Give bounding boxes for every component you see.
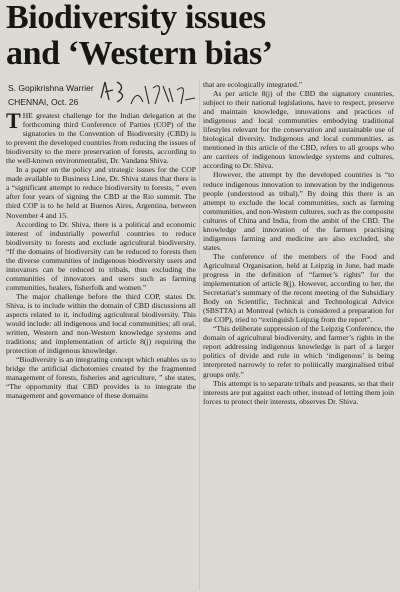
article-column-2 (203, 80, 394, 406)
headline-line-1: Biodiversity issues (6, 0, 266, 36)
paragraph: The conference of the members of the Food and Agricultural Organisation, held at Leipzig in June, had made progress in the definition of “farmer’s rights” for the implementation of article 8(j). However, according to her, the Secretariat’s summary of the recent meeting of the Subsidiary Body on Scientific, Technical and Technological Advice (SBSTTA) at Montreal (which is considered a preparation for the COP), tried to “extinguish Leipzig from the report”. (203, 251, 394, 325)
paragraph: “Biodiversity is an integrating concept which enables us to bridge the artificial dichotomies created by the fragmented management of forests, fisheries and agriculture, ” she states, “The opportunity that CBD provides is to integrate the management and governance of these domains (6, 355, 196, 401)
dateline: CHENNAI, Oct. 26 (8, 97, 79, 107)
headline-line-2: and ‘Western bias’ (6, 35, 273, 72)
paragraph: As per article 8(j) of the CBD the signatory countries, subject to their national legislations, have to respect, preserve and maintain knowledge, innovations and practices of indigenous and local communities embodying traditional lifestyles relevant for the conservation and sustainable use of biological diversity. Indigenous and local communities, as mentioned in this article of the CBD, refers to all groups who are carriers of indigenous knowledge systems and cultures, according to Dr. Shiva. (203, 89, 394, 171)
paragraph: that are ecologically integrated.” (203, 80, 303, 89)
paragraph: The major challenge before the third COP, states Dr. Shiva, is to include within the domain of CBD discussions all aspects related to it, including agricultural biodiversity. This would include: all indigenous and local communities; all oral, written, Western and non-Western knowledge systems and traditions; and implementation of article 8(j) requiring the protection of indigenous knowledge. (6, 291, 196, 356)
paragraph: However, the attempt by the developed countries is “to reduce indigenous innovation to innovation by the indigenous people (understood as tribal).” By doing this there is an attempt to exclude the local communities, such as farming communities, and non-Western cultures, such as the composite cultures of China and India, from the ambit of the CBD. The knowledge and innovation of the farmers practising indigenous farming and medicine are also excluded, she states. (203, 170, 394, 252)
drop-cap: T (6, 108, 21, 133)
column-divider (199, 80, 200, 590)
paragraph: “This deliberate suppression of the Leipzig Conference, the domain of agricultural biodiversity, and farmer’s rights in the report addressing indigenous knowledge is part of a larger politics of divide and rule in which ‘indigenous’ is being interpreted narrowly to refer to politically marginalised tribal groups only.” (203, 324, 394, 379)
handwritten-annotation (97, 78, 197, 108)
article-column-1 (6, 108, 196, 401)
byline-author: S. Gopikrishna Warrier (8, 83, 94, 93)
paragraph: This attempt is to separate tribals and peasants, so that their interests are put against each other, instead of letting them join forces to protect their interests, observes Dr. Shiva. (203, 378, 394, 406)
paragraph: In a paper on the policy and strategic issues for the COP made available to Business Line, Dr. Shiva states that there is a “significant attempt to reduce biodiversity to forests, ” even after four years of signing the CBD at the Rio summit. The third COP is to be held at Buenos Aires, Argentina, between November 4 and 15. (6, 165, 196, 220)
paragraph: THE greatest challenge for the Indian delegation at the forthcoming third Conference of Parties (COP) of the signatories to the Convention of Biodiversity (CBD) is to prevent the developed countries from reducing the issues of biodiversity to the mere preservation of forests, according to the well-known environmentalist, Dr. Vandana Shiva. (6, 108, 196, 166)
paragraph: According to Dr. Shiva, there is a political and economic interest of industrially powerful countries to reduce biodiversity to forests and exclude agricultural biodiversity. “If the domains of biodiversity can be reduced to forests then the diverse communities of indigenous biodiversity users and innovators can be reduced to tribals, thus excluding the communities of innovators and users such as farming communities, healers, fisherfolk and women.” (6, 219, 196, 292)
headline (6, 0, 398, 72)
